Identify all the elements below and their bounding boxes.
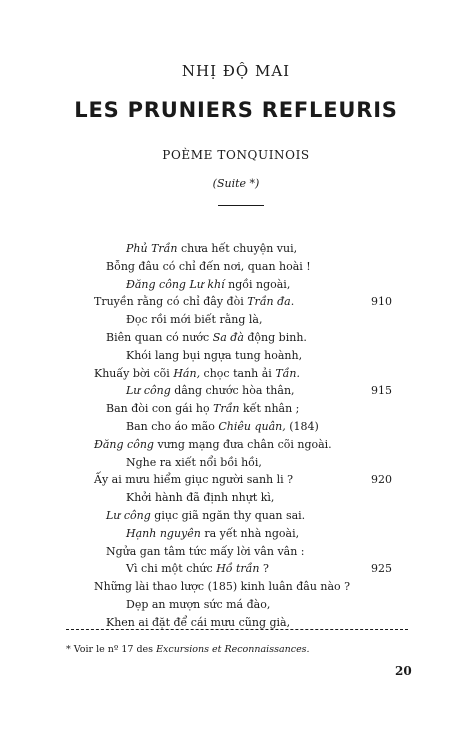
italic-segment: Sa đà [212, 331, 244, 344]
text-segment: Khuấy bời cõi [94, 366, 174, 380]
text-segment: Vì chi một chức [126, 562, 217, 576]
text-segment: Nghe ra xiết nổi bồi hồi, [126, 455, 262, 469]
text-segment: giục giã ngăn thy quan sai. [150, 509, 306, 522]
text-segment: Ngửa gan tâm tức mấy lời vân vân : [106, 544, 305, 558]
text-segment: Ban đòi con gái họ [106, 402, 214, 416]
verse-line-number: 925 [371, 562, 392, 576]
italic-segment: Phủ Trần [126, 242, 178, 255]
poem-line [126, 384, 295, 398]
footnote-italic-title: Excursions et Reconnaissances. [156, 644, 310, 655]
poem-line [126, 349, 302, 363]
italic-segment: Hồ trần [216, 562, 260, 576]
poem-line [94, 580, 350, 594]
footnote-divider [66, 629, 408, 630]
poem-line [126, 313, 263, 327]
text-segment: chưa hết chuyện vui, [177, 242, 298, 255]
text-segment: chọc tanh ải [200, 366, 276, 380]
text-segment: Bỗng đâu có chỉ đến nơi, quan hoài ! [106, 259, 311, 273]
text-segment: kết nhân ; [239, 402, 300, 416]
text-segment: Ấy ai mưu hiểm giục người sanh li ? [94, 473, 294, 487]
text-segment: Biên quan có nước [106, 331, 213, 344]
poem-line [126, 527, 299, 541]
poem-line [126, 598, 270, 612]
text-segment: Khen ai đặt để cái mưu cũng già, [106, 615, 291, 629]
italic-segment: Đăng công [94, 437, 154, 451]
verse-line-number: 910 [371, 295, 392, 309]
italic-segment: Trần đa. [247, 295, 295, 309]
title-divider [218, 205, 264, 206]
poem-line [106, 260, 311, 274]
italic-segment: Hán, [173, 366, 201, 380]
poem-line [94, 473, 293, 487]
poem-line [106, 402, 299, 416]
continuation-note: (Suite *) [212, 177, 260, 190]
text-segment: Truyền rằng có chỉ đây đòi [94, 295, 248, 309]
page-number: 20 [395, 664, 412, 678]
poem-line [94, 367, 300, 381]
poem-line [106, 331, 307, 345]
italic-segment: Chiêu quân, [218, 420, 286, 433]
text-segment: Dẹp an mượn sức má đào, [126, 598, 271, 611]
poem-line [126, 456, 262, 470]
italic-segment: Lư công [106, 509, 151, 522]
poem-line [106, 616, 290, 630]
text-segment: vưng mạng đưa chân cõi ngoài. [153, 437, 332, 451]
text-segment: ngồi ngoài, [224, 277, 291, 291]
italic-segment: Hạnh nguyên [126, 526, 201, 540]
text-segment: Những lài thao lược (185) kinh luân đâu nào ? [94, 580, 351, 594]
text-segment: (184) [285, 420, 319, 433]
italic-segment: Đăng công Lư khí [126, 277, 225, 291]
text-segment: dâng chước hòa thân, [170, 384, 295, 398]
poem-line [94, 438, 332, 452]
poem-subtitle: POÈME TONQUINOIS [162, 148, 310, 162]
italic-segment: Lư công [126, 384, 171, 398]
vietnamese-title: NHỊ ĐỘ MAI [181, 62, 291, 80]
poem-line [126, 491, 274, 505]
text-segment: Khởi hành đã định nhựt kì, [126, 491, 275, 505]
text-segment: Khói lang bụi ngựa tung hoành, [126, 348, 303, 362]
text-segment: động binh. [243, 331, 307, 344]
verse-line-number: 920 [371, 473, 392, 487]
italic-segment: Tần. [275, 366, 300, 380]
text-segment: ? [259, 562, 269, 576]
poem-line [126, 562, 269, 576]
footnote [66, 644, 310, 655]
verse-line-number: 915 [371, 384, 392, 398]
footnote-text: * Voir le nº 17 des [66, 644, 157, 655]
text-segment: Ban cho áo mão [126, 420, 219, 433]
poem-line [106, 545, 305, 559]
french-title: LES PRUNIERS REFLEURIS [74, 98, 398, 122]
text-segment: Đọc rồi mới biết rằng là, [126, 313, 263, 327]
text-segment: ra yết nhà ngoài, [200, 526, 300, 540]
poem-line [106, 509, 305, 523]
poem-line [126, 278, 290, 292]
italic-segment: Trần [213, 402, 240, 416]
poem-line [94, 295, 294, 309]
poem-line [126, 242, 297, 256]
poem-line [126, 420, 319, 434]
